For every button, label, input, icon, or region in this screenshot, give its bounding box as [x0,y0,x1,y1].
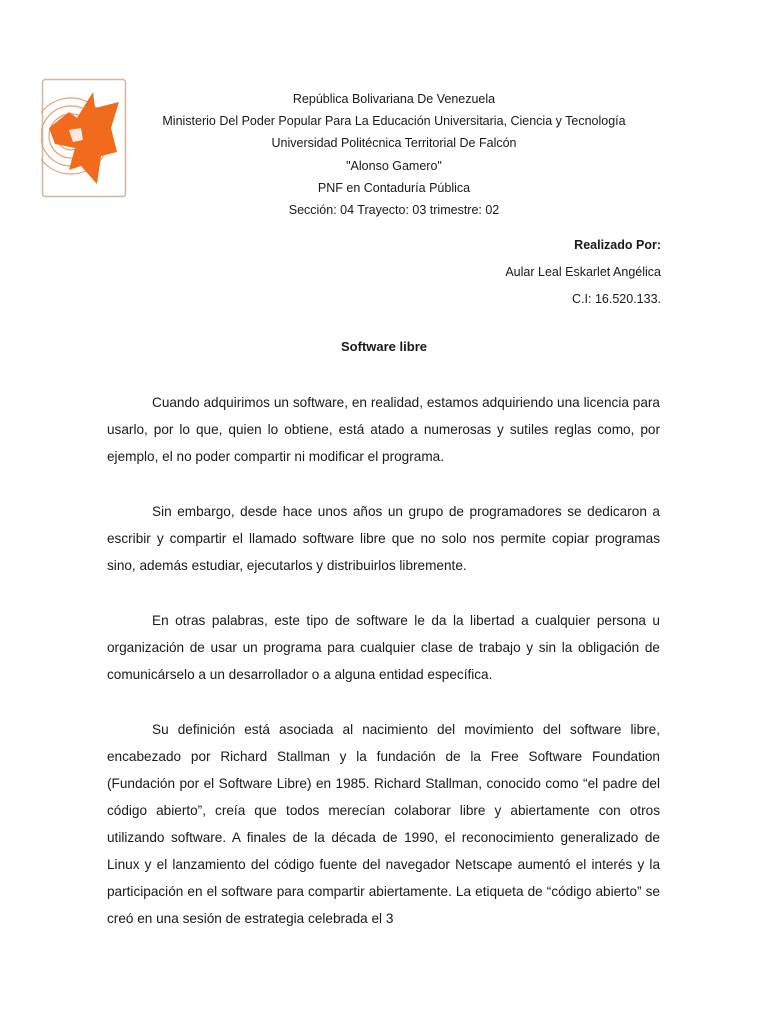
paragraph: Cuando adquirimos un software, en realidad, estamos adquiriendo una licencia para usarlo, por lo que, quien lo obtiene, está atado a numerosas y sutiles reglas como, por ejemplo, el no poder compartir ni modificar el programa. [107,395,660,464]
paragraph: Su definición está asociada al nacimiento del movimiento del software libre, encabezado por Richard Stallman y la fundación de la Free Software Foundation (Fundación por el Software Libre) en 1985. Richard Stallman, conocido como “el padre del código abierto”, creía que todos merecían colaborar libre y abiertamente con otros utilizando software. A finales de la década de 1990, el reconocimiento generalizado de Linux y el lanzamiento del código fuente del navegador Netscape aumentó el interés y la participación en el software para compartir abiertamente. La etiqueta de “código abierto” se creó en una sesión de estrategia celebrada el 3 [107,722,660,926]
paragraph: En otras palabras, este tipo de software le da la libertad a cualquier persona u organización de usar un programa para cualquier clase de trabajo y sin la obligación de comunicárselo a un desarrollador o a alguna entidad específica. [107,613,660,682]
header-line-program: PNF en Contaduría Pública [317,180,471,195]
institution-header [120,88,668,221]
paragraph: Sin embargo, desde hace unos años un grupo de programadores se dedicaron a escribir y compartir el llamado software libre que no solo nos permite copiar programas sino, además estudiar, ejecutarlos y distribuirlos libremente. [107,504,660,573]
university-logo-icon [41,78,127,198]
header-line-section: Sección: 04 Trayecto: 03 trimestre: 02 [288,203,500,218]
author-block [505,234,661,315]
header-line-republic: República Bolivariana De Venezuela [292,92,496,106]
header-line-ministry: Ministerio Del Poder Popular Para La Educación Universitaria, Ciencia y Tecnología [162,114,626,129]
document-title: Software libre [341,339,427,354]
author-label: Realizado Por: [574,238,661,252]
author-id: C.I: 16.520.133. [572,292,661,306]
author-name: Aular Leal Eskarlet Angélica [505,265,661,279]
document-body [107,389,660,960]
header-line-university: Universidad Politécnica Territorial De Falcón [271,136,517,151]
header-line-campus: "Alonso Gamero" [346,158,442,173]
